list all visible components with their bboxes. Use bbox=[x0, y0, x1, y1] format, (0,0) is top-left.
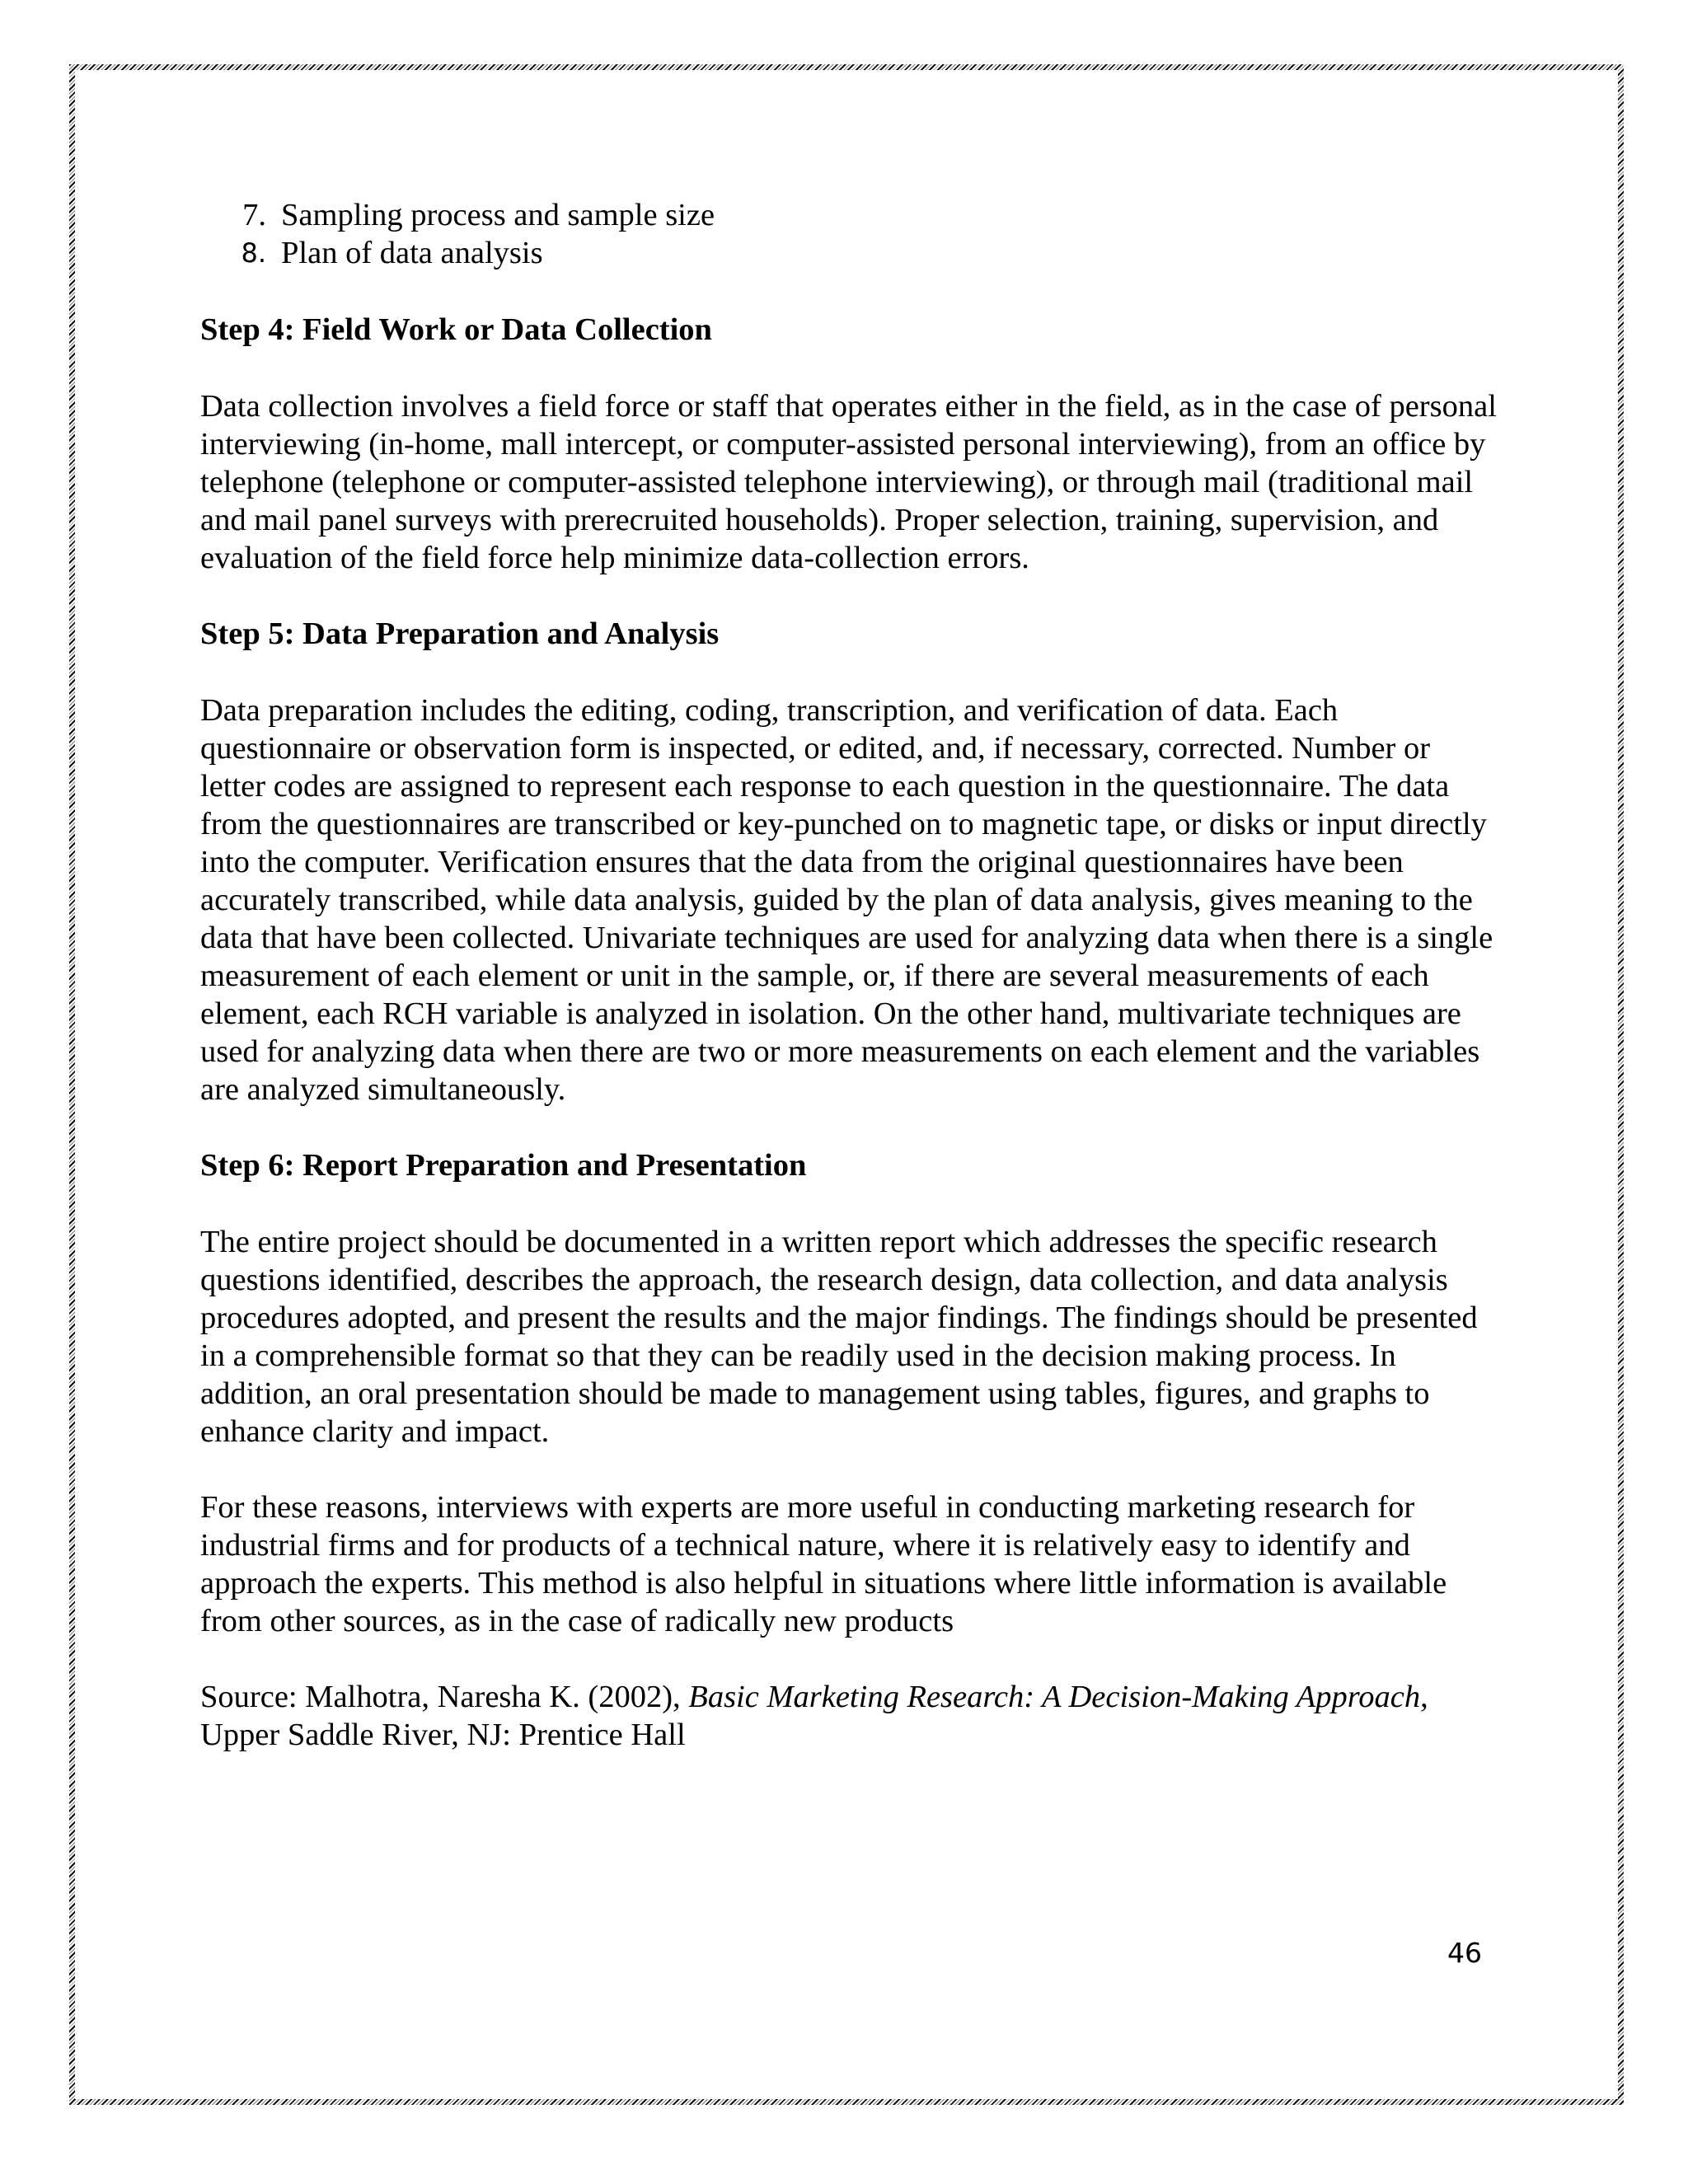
list-item-text: Sampling process and sample size bbox=[281, 198, 715, 232]
source-book-title: Basic Marketing Research: A Decision-Making Approach bbox=[688, 1680, 1421, 1714]
step6-paragraph: The entire project should be documented in a written report which addresses the specific research questions identified, describes the approach, the research design, data collection, and data analysis procedures adopted, and present the results and the major findings. The findings should be presented in a comprehensible format so that they can be readily used in the decision making process. In addition, an oral presentation should be made to management using tables, figures, and graphs to enhance clarity and impact. bbox=[200, 1225, 1478, 1449]
list-item bbox=[200, 234, 1503, 272]
document-body bbox=[200, 196, 1503, 1792]
page-number: 46 bbox=[1447, 1937, 1482, 1969]
list-item-number: 8. bbox=[241, 237, 266, 269]
list-item-text: Plan of data analysis bbox=[281, 236, 543, 270]
step4-paragraph: Data collection involves a field force or staff that operates either in the field, as in the case of personal interviewing (in-home, mall intercept, or computer-assisted personal interviewing), from an office by telephone (telephone or computer-assisted telephone interviewing), or through mail (traditional mail and mail panel surveys with prerecruited households). Proper selection, training, supervision, and evaluation of the field force help minimize data-collection errors. bbox=[200, 389, 1497, 575]
source-citation bbox=[200, 1678, 1503, 1754]
step5-heading: Step 5: Data Preparation and Analysis bbox=[200, 616, 720, 651]
reasons-paragraph: For these reasons, interviews with experts are more useful in conducting marketing research for industrial firms and for products of a technical nature, where it is relatively easy to identify and approach the experts. This method is also helpful in situations where little information is available from other sources, as in the case of radically new products bbox=[200, 1490, 1447, 1638]
source-suffix: , Upper Saddle River, NJ: Prentice Hall bbox=[200, 1680, 1428, 1752]
list-item-number: 7. bbox=[242, 198, 266, 232]
step6-heading: Step 6: Report Preparation and Presentation bbox=[200, 1148, 807, 1183]
list-item bbox=[200, 196, 1503, 234]
step4-heading: Step 4: Field Work or Data Collection bbox=[200, 312, 712, 347]
step5-paragraph: Data preparation includes the editing, coding, transcription, and verification of data. Each questionnaire or observation form is inspected, or edited, and, if necessary, corrected. Number or letter codes are assigned to represent each response to each question in the questionnaire. The data from the questionnaires are transcribed or key-punched on to magnetic tape, or disks or input directly into the computer. Verification ensures that the data from the original questionnaires have been accurately transcribed, while data analysis, guided by the plan of data analysis, gives meaning to the data that have been collected. Univariate techniques are used for analyzing data when there is a single measurement of each element or unit in the sample, or, if there are several measurements of each element, each RCH variable is analyzed in isolation. On the other hand, multivariate techniques are used for analyzing data when there are two or more measurements on each element and the variables are analyzed simultaneously. bbox=[200, 693, 1493, 1107]
numbered-list bbox=[200, 196, 1503, 272]
source-prefix: Source: Malhotra, Naresha K. (2002), bbox=[200, 1680, 689, 1714]
